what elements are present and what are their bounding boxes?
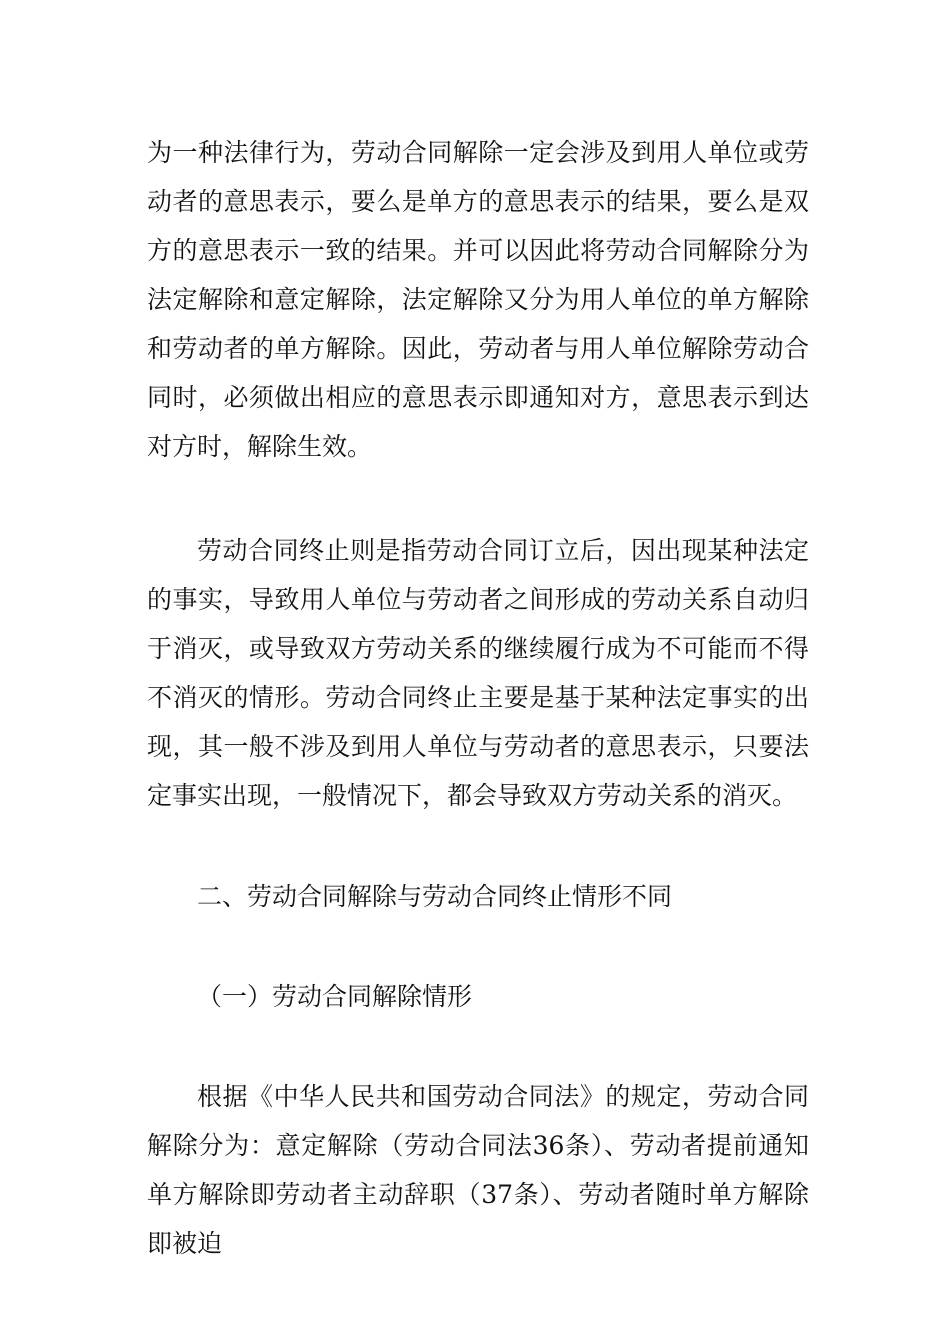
subsection-heading-rescission-cases: （一）劳动合同解除情形 [197, 982, 473, 1011]
section-heading-differences: 二、劳动合同解除与劳动合同终止情形不同 [197, 882, 673, 911]
paragraph-contract-termination: 劳动合同终止则是指劳动合同订立后，因出现某种法定的事实，导致用人单位与劳动者之间形成的劳动关系自动归于消灭，或导致双方劳动关系的继续履行成为不可能而不得不消灭的情形。劳动合同终止主要是基于某种法定事实的出现，其一般不涉及到用人单位与劳动者的意思表示，只要法定事实出现，一般情况下，都会导致双方劳动关系的消灭。 [147, 536, 809, 810]
paragraph-rescission-law-basis: 根据《中华人民共和国劳动合同法》的规定，劳动合同解除分为：意定解除（劳动合同法36条）、劳动者提前通知单方解除即劳动者主动辞职（37条）、劳动者随时单方解除即被迫 [147, 1082, 809, 1258]
paragraph-contract-rescission-intent: 为一种法律行为，劳动合同解除一定会涉及到用人单位或劳动者的意思表示，要么是单方的意思表示的结果，要么是双方的意思表示一致的结果。并可以因此将劳动合同解除分为法定解除和意定解除，法定解除又分为用人单位的单方解除和劳动者的单方解除。因此，劳动者与用人单位解除劳动合同时，必须做出相应的意思表示即通知对方，意思表示到达对方时，解除生效。 [147, 138, 809, 461]
